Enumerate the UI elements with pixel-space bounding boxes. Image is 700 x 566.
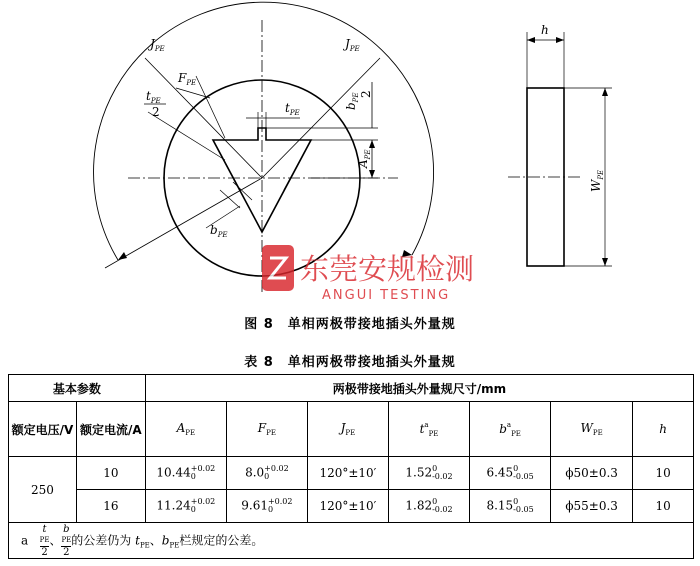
col-a-pe: $A_{PE}$ (145, 402, 226, 457)
outer-j-arc (94, 2, 434, 260)
col-j-pe: $J_{PE}$ (307, 402, 388, 457)
j-left-label: $J_{PE}$ (150, 37, 165, 53)
a-cell: 10.44 +0.02 0 (145, 457, 226, 490)
f-cell: 9.61 +0.02 0 (226, 490, 307, 523)
table-caption: 表 8 单相两极带接地插头外量规 (244, 355, 456, 370)
b-half-label: $b_{PE}$ (344, 92, 360, 110)
h-cell: 10 (633, 490, 694, 523)
b-cell: 6.45 0 -0.05 (470, 457, 551, 490)
col-b-pe: $b^a_{PE}$ (470, 402, 551, 457)
current-cell: 10 (76, 457, 145, 490)
table-footnote: a t PE 2 、 b PE 2 的公差仍为 $t_{PE}$、$b_{PE}$栏规定的公差。 (9, 523, 694, 559)
t-cell: 1.52 0 -0.02 (388, 457, 469, 490)
b-pe-label: $b_{PE}$ (210, 223, 228, 239)
voltage-header: 额定电压/V (9, 402, 77, 457)
current-header: 额定电流/A (76, 402, 145, 457)
a-cell: 11.24 +0.02 0 (145, 490, 226, 523)
t-cell: 1.82 0 -0.02 (388, 490, 469, 523)
t-pe-label: $t_{PE}$ (285, 101, 300, 117)
j-cell: 120°±10′ (307, 490, 388, 523)
b-half-den: 2 (359, 90, 373, 98)
voltage-cell: 250 (9, 457, 77, 523)
gauge-dimensions-table (8, 374, 694, 559)
w-cell: ϕ50±0.3 (551, 457, 633, 490)
col-t-pe: $t^a_{PE}$ (388, 402, 469, 457)
table-row (9, 490, 694, 523)
t-half-den: 2 (152, 105, 160, 119)
figure-caption: 图 8 单相两极带接地插头外量规 (244, 317, 456, 332)
basic-params-header: 基本参数 (9, 375, 146, 402)
svg-text:东莞安规检测: 东莞安规检测 (300, 252, 475, 286)
h-cell: 10 (633, 457, 694, 490)
dims-header: 两极带接地插头外量规尺寸/mm (145, 375, 693, 402)
f-cell: 8.0 +0.02 0 (226, 457, 307, 490)
t-half-label: $t_{PE}$ (146, 89, 161, 105)
h-label: h (541, 23, 549, 37)
angui-watermark (262, 245, 474, 303)
table-row (9, 457, 694, 490)
current-cell: 16 (76, 490, 145, 523)
w-cell: ϕ55±0.3 (551, 490, 633, 523)
w-pe-label: $W_{PE}$ (589, 169, 605, 192)
col-w-pe: $W_{PE}$ (551, 402, 633, 457)
j-cell: 120°±10′ (307, 457, 388, 490)
a-pe-label: $A_{PE}$ (356, 149, 372, 168)
col-h: h (633, 402, 694, 457)
j-right-label: $J_{PE}$ (345, 37, 360, 53)
f-pe-label: $F_{PE}$ (178, 71, 197, 87)
svg-text:ANGUI TESTING: ANGUI TESTING (322, 288, 451, 303)
b-cell: 8.15 0 -0.05 (470, 490, 551, 523)
col-f-pe: $F_{PE}$ (226, 402, 307, 457)
